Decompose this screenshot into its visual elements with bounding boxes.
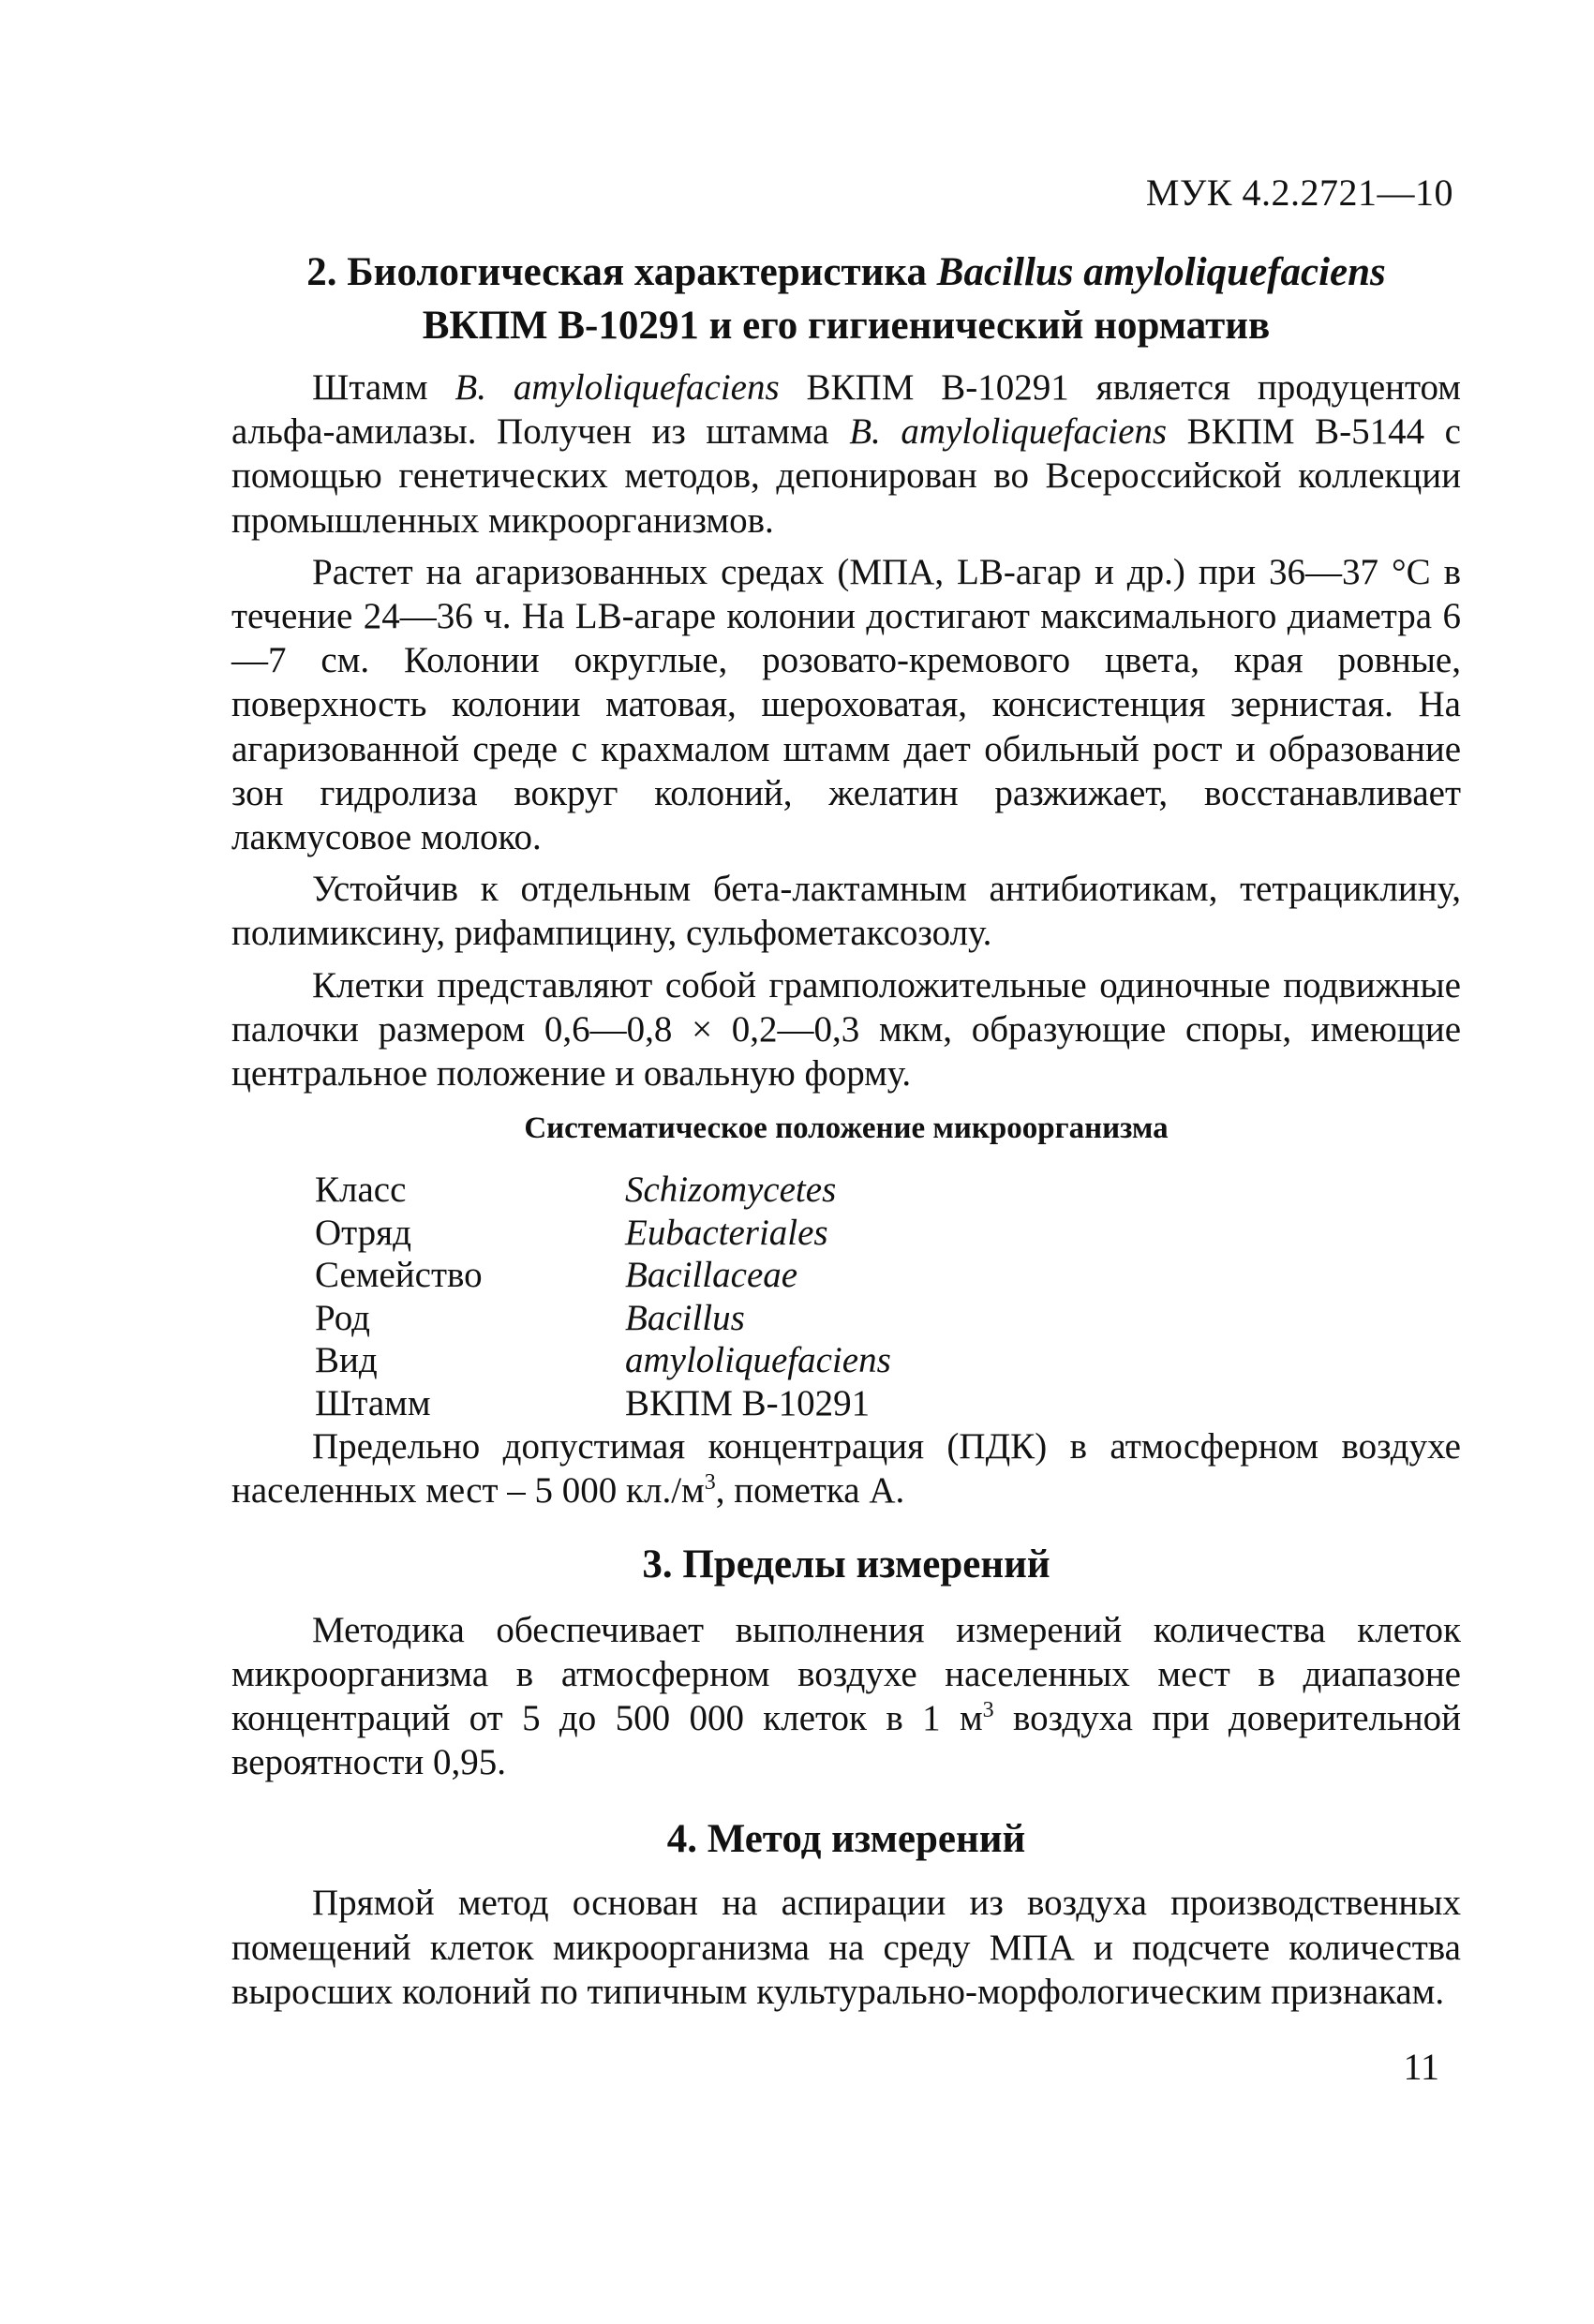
section-2-title-text: 2. Биологическая характеристика xyxy=(306,250,937,294)
p5-superscript: 3 xyxy=(704,1470,716,1496)
s3-part-b: воздуха при доверительной вероятности 0,95. xyxy=(231,1698,1461,1783)
p5-part-a: Предельно допустимая концентрация (ПДК) в атмосферном воздухе населенных мест – 5 000 кл./м xyxy=(231,1426,1461,1512)
page-content xyxy=(231,246,1461,2014)
taxonomy-rank: Вид xyxy=(315,1340,378,1381)
taxonomy-rank: Отряд xyxy=(315,1212,411,1253)
p1-species-1: B. amyloliquefaciens xyxy=(454,367,780,408)
section-3-title: 3. Пределы измерений xyxy=(642,1542,1050,1587)
section-2-paragraph-1 xyxy=(231,365,1461,543)
section-2-paragraph-4: Клетки представляют собой грамположительные одиночные подвижные палочки размером 0,6—0,8 × 0,2—0,3 мкм, образующие споры, имеющие центральное положение и овальную форму. xyxy=(231,964,1461,1095)
taxonomy-rank: Род xyxy=(315,1297,370,1338)
p1-part-c: ВКПМ В-10291 является продуцентом альфа-амилазы. Получен из штамма xyxy=(231,367,1461,453)
section-4-paragraph-1: Прямой метод основан на аспирации из воздуха производственных помещений клеток микроорганизма на среду МПА и подсчете количества выросших колоний по типичным культурально-морфологическим признакам. xyxy=(231,1883,1461,2012)
section-4-title: 4. Метод измерений xyxy=(666,1817,1026,1862)
document-code: МУК 4.2.2721—10 xyxy=(1145,171,1453,214)
taxonomy-value: amyloliquefaciens xyxy=(625,1340,891,1381)
section-2-paragraph-2: Растет на агаризованных средах (МПА, LB-агар и др.) при 36—37 °С в течение 24—36 ч. На LB-агаре колонии достигают максимального диаметра 6—7 см. Колонии округлые, розовато-кремового цвета, края ровные, поверхность колонии матовая, шероховатая, консистенция зернистая. На агаризованной среде с крахмалом штамм дает обильный рост и образование зон гидролиза вокруг колоний, желатин разжижает, восстанавливает лакмусовое молоко. xyxy=(231,551,1461,858)
section-2-title-line2: ВКПМ В-10291 и его гигиенический норматив xyxy=(422,304,1271,348)
section-2-title xyxy=(231,246,1461,352)
p1-species-2: B. amyloliquefaciens xyxy=(849,411,1168,453)
p1-part-e: ВКПМ В-5144 с помощью генетических методов, депонирован во Всероссийской коллекции промышленных микроорганизмов. xyxy=(231,411,1461,541)
taxonomy-title: Систематическое положение микроорганизма xyxy=(524,1111,1169,1146)
section-3-paragraph-1 xyxy=(231,1608,1461,1785)
s3-superscript: 3 xyxy=(982,1698,994,1723)
taxonomy-value: ВКПМ В-10291 xyxy=(625,1382,871,1423)
taxonomy-value: Bacillus xyxy=(625,1297,745,1338)
taxonomy-row xyxy=(315,1169,1461,1212)
s3-part-a: Методика обеспечивает выполнения измерений количества клеток микроорганизма в атмосферном воздухе населенных мест в диапазоне концентраций от 5 до 500 000 клеток в 1 м xyxy=(231,1609,1461,1739)
p1-part-a: Штамм xyxy=(312,367,455,408)
taxonomy-row xyxy=(315,1297,1461,1340)
section-2-paragraph-3: Устойчив к отдельным бета-лактамным антибиотикам, тетрациклину, полимиксину, рифампицину, сульфометаксозолу. xyxy=(231,869,1461,954)
taxonomy-table xyxy=(315,1169,1461,1424)
taxonomy-value: Eubacteriales xyxy=(625,1212,828,1253)
page-number: 11 xyxy=(1403,2046,1439,2088)
taxonomy-row xyxy=(315,1382,1461,1425)
section-2-paragraph-5 xyxy=(231,1424,1461,1512)
taxonomy-row xyxy=(315,1254,1461,1297)
taxonomy-value: Bacillaceae xyxy=(625,1255,798,1296)
p5-part-b: , пометка А. xyxy=(715,1470,905,1512)
taxonomy-rank: Класс xyxy=(315,1169,407,1211)
taxonomy-row xyxy=(315,1339,1461,1382)
taxonomy-rank: Штамм xyxy=(315,1382,431,1423)
taxonomy-rank: Семейство xyxy=(315,1255,483,1296)
section-2-title-species: Bacillus amyloliquefaciens xyxy=(936,250,1386,294)
taxonomy-value: Schizomycetes xyxy=(625,1169,837,1211)
taxonomy-row xyxy=(315,1212,1461,1255)
